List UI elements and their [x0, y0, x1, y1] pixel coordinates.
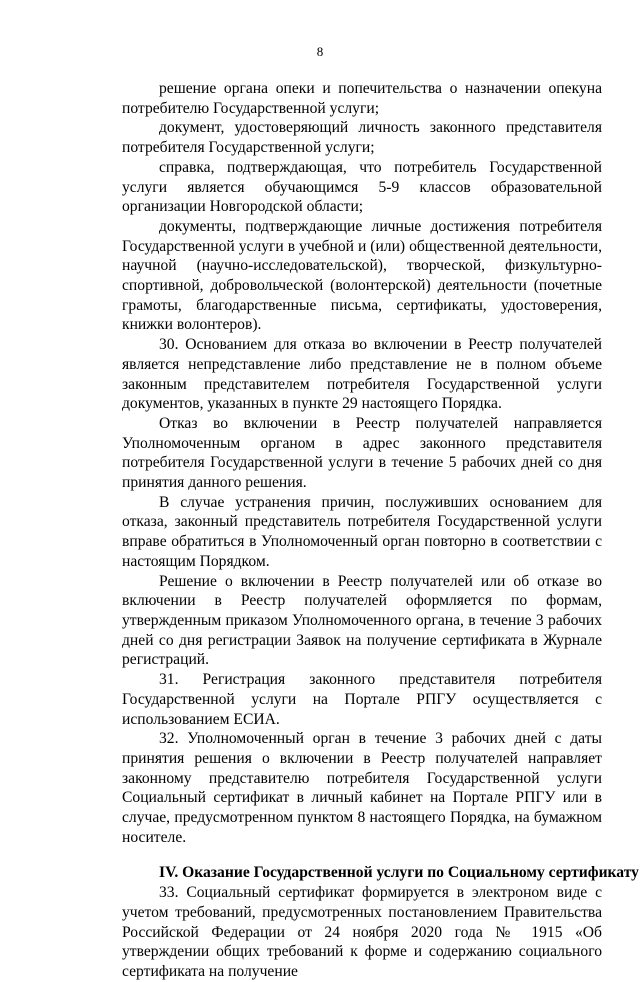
paragraph-clause-32: 32. Уполномоченный орган в течение 3 рабочих дней с даты принятия решения о включении в Реестр получателей направляет законному представителю потребителя Государственной услуги Социальный сертификат в личный кабинет на Портале РПГУ или в случае, предусмотренном пунктом 8 настоящего Порядка, на бумажном носителе. — [122, 730, 602, 846]
section-heading: IV. Оказание Государственной услуги по Социальному сертификату — [159, 864, 639, 882]
paragraph-reapplication: В случае устранения причин, послуживших основанием для отказа, законный представитель потребителя Государственной услуги вправе обратиться в Уполномоченный орган повторно в соответствии с настоящим Порядком. — [122, 493, 602, 570]
paragraph-student-certificate: справка, подтверждающая, что потребитель Государственной услуги является обучающимся 5-9 классов образовательной организации Новгородской области; — [122, 158, 602, 216]
document-body — [122, 79, 639, 982]
page-number: 8 — [316, 44, 324, 59]
paragraph-achievement-documents: документы, подтверждающие личные достижения потребителя Государственной услуги в учебной и (или) общественной деятельности, научной (научно-исследовательской), творческой, физкультурно-спортивной, добровольческой (волонтерской) деятельности (почетные грамоты, благодарственные письма, сертификаты, удостоверения, книжки волонтеров). — [122, 217, 602, 334]
paragraph-decision-forms: Решение о включении в Реестр получателей или об отказе во включении в Реестр получателей оформляется по формам, утвержденным приказом Уполномоченного органа, в течение 3 рабочих дней со дня регистрации Заявок на получение сертификата в Журнале регистраций. — [122, 572, 602, 669]
paragraph-clause-31: 31. Регистрация законного представителя потребителя Государственной услуги на Портале РПГУ осуществляется с использованием ЕСИА. — [122, 671, 602, 728]
paragraph-clause-30: 30. Основанием для отказа во включении в Реестр получателей является непредставление либо представление не в полном объеме законным представителем потребителя Государственной услуги документов, указанных в пункте 29 настоящего Порядка. — [122, 336, 602, 413]
paragraph-identity-document: документ, удостоверяющий личность законного представителя потребителя Государственной услуги; — [122, 119, 602, 157]
paragraph-guardianship-decision: решение органа опеки и попечительства о назначении опекуна потребителю Государственной услуги; — [122, 80, 602, 117]
paragraph-clause-33: 33. Социальный сертификат формируется в электроном виде с учетом требований, предусмотренных постановлением Правительства Российской Федерации от 24 ноября 2020 года № 1915 «Об утверждении общих требований к форме и содержанию социального сертификата на получение — [122, 884, 602, 980]
paragraph-refusal-notice: Отказ во включении в Реестр получателей направляется Уполномоченным органом в адрес законного представителя потребителя Государственной услуги в течение 5 рабочих дней со дня принятия данного решения. — [122, 414, 602, 492]
